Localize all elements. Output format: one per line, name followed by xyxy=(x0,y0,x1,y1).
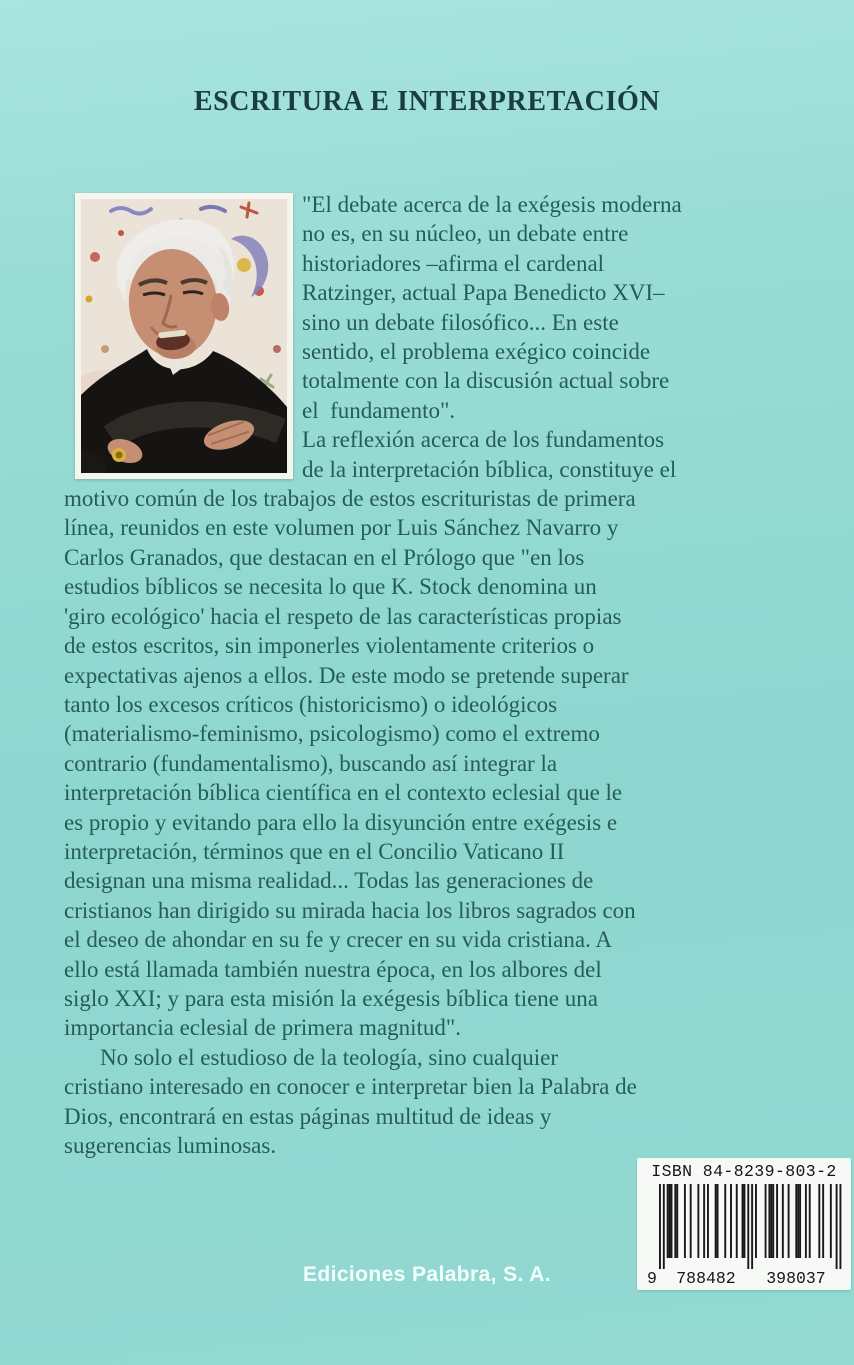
ean-digit-left: 9 xyxy=(647,1269,657,1288)
ean-digits-group1: 788482 xyxy=(676,1269,736,1288)
body-line: Dios, encontrará en estas páginas multitud de ideas y xyxy=(64,1103,552,1129)
body-line: estudios bíblicos se necesita lo que K. Stock denomina un xyxy=(64,574,597,600)
body-line: Carlos Granados, que destacan en el Prólogo que "en los xyxy=(64,544,585,570)
body-line: línea, reunidos en este volumen por Luis Sánchez Navarro y xyxy=(64,515,619,541)
body-line: el fundamento". xyxy=(302,397,456,423)
body-line: expectativas ajenos a ellos. De este modo se pretende superar xyxy=(64,662,629,688)
body-line: interpretación bíblica científica en el contexto eclesial que le xyxy=(64,780,623,806)
body-line: ello está llamada también nuestra época, en los albores del xyxy=(64,956,602,982)
body-line: interpretación, términos que en el Concilio Vaticano II xyxy=(64,838,565,864)
body-line: "El debate acerca de la exégesis moderna xyxy=(302,192,682,217)
body-line: cristiano interesado en conocer e interpretar bien la Palabra de xyxy=(64,1074,637,1100)
body-line: designan una misma realidad... Todas las generaciones de xyxy=(64,868,594,894)
body-line: 'giro ecológico' hacia el respeto de las características propias xyxy=(64,603,622,629)
body-line: Ratzinger, actual Papa Benedicto XVI– xyxy=(302,280,665,306)
body-line: sugerencias luminosas. xyxy=(64,1133,277,1158)
body-line: cristianos han dirigido su mirada hacia los libros sagrados con xyxy=(64,897,636,923)
body-line: siglo XXI; y para esta misión la exégesis bíblica tiene una xyxy=(64,985,598,1011)
ean-digits-group2: 398037 xyxy=(766,1269,826,1288)
synopsis-text xyxy=(64,190,801,1160)
publisher-name: Ediciones Palabra, S. A. xyxy=(302,1263,552,1286)
body-line: sentido, el problema exégico coincide xyxy=(302,339,651,365)
body-line: No solo el estudioso de la teología, sino cualquier xyxy=(100,1044,558,1070)
ean-bars xyxy=(659,1184,841,1269)
isbn-number: ISBN 84-8239-803-2 xyxy=(651,1162,837,1181)
body-line: totalmente con la discusión actual sobre xyxy=(302,368,670,394)
body-line: de estos escritos, sin imponerles violentamente criterios o xyxy=(64,633,595,659)
body-line: La reflexión acerca de los fundamentos xyxy=(302,427,665,453)
body-line: (materialismo-feminismo, psicologismo) como el extremo xyxy=(64,721,600,747)
body-line: tanto los excesos críticos (historicismo) o ideológicos xyxy=(64,691,558,717)
body-line: no es, en su núcleo, un debate entre xyxy=(302,221,629,247)
body-line: es propio y evitando para ello la disyunción entre exégesis e xyxy=(64,809,618,835)
body-line: importancia eclesial de primera magnitud". xyxy=(64,1015,462,1041)
body-line: el deseo de ahondar en su fe y crecer en su vida cristiana. A xyxy=(64,927,612,953)
body-line: contrario (fundamentalismo), buscando así integrar la xyxy=(64,750,558,776)
body-line: historiadores –afirma el cardenal xyxy=(302,250,605,276)
body-line: sino un debate filosófico... En este xyxy=(302,309,619,335)
book-title: ESCRITURA E INTERPRETACIÓN xyxy=(193,86,661,117)
cardinal-portrait-photo xyxy=(81,199,287,473)
portrait-photo-frame xyxy=(75,193,293,479)
body-line: de la interpretación bíblica, constituye el xyxy=(302,456,677,482)
body-line: motivo común de los trabajos de estos escrituristas de primera xyxy=(64,486,636,512)
